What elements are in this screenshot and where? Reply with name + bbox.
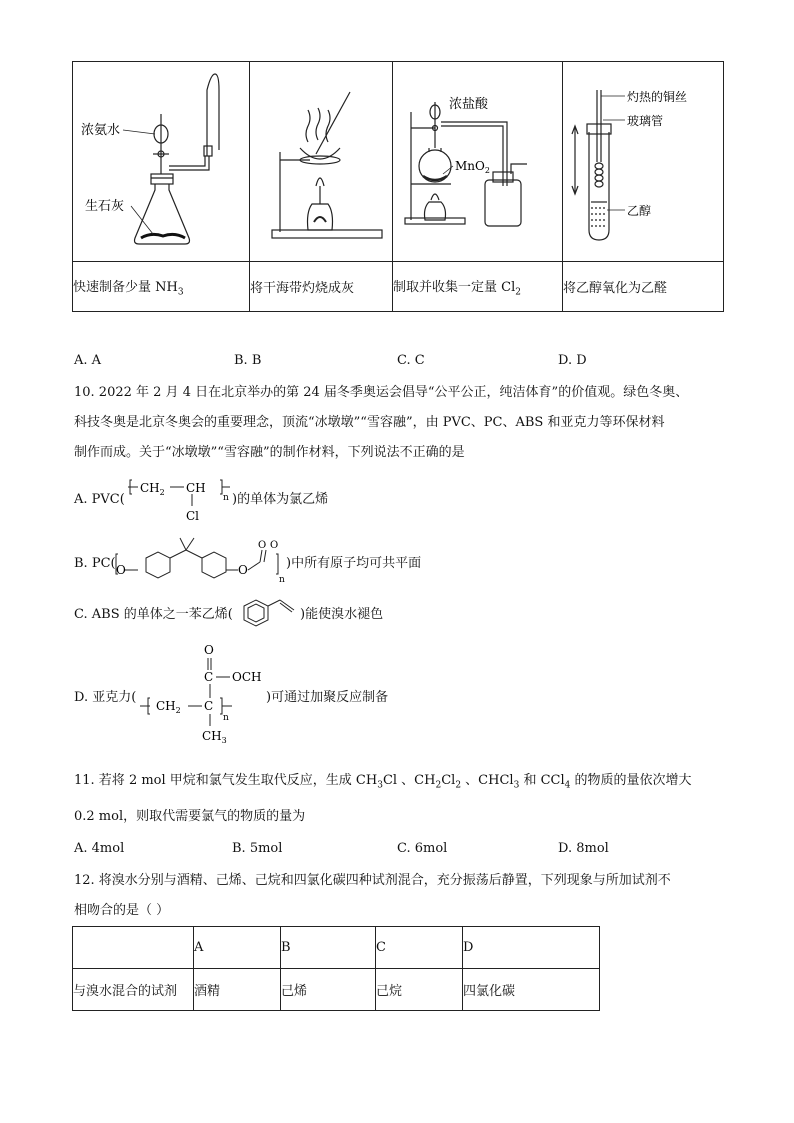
svg-text:C: C (204, 670, 214, 684)
q9-caption-c: 制取并收集一定量 $Cl_2$ (393, 262, 563, 312)
cl2-apparatus-figure (393, 62, 562, 261)
q12-stem-line1: 12. 将溴水分别与酒精、己烯、己烷和四氯化碳四种试剂混合，充分振荡后静置，下列现象与所加试剂不 (74, 873, 671, 888)
q9-option-b[interactable]: B. B (234, 353, 262, 368)
svg-text:Cl: Cl (186, 509, 200, 523)
q9-cell-a-figure (73, 62, 250, 262)
label-mno2: MnO$_2$ (455, 159, 490, 175)
q10-option-d-suffix: )可通过加聚反应制备 (266, 690, 389, 705)
q9-option-a[interactable]: A. A (74, 353, 102, 368)
q10-stem-line1: 10. 2022 年 2 月 4 日在北京举办的第 24 届冬季奥运会倡导“公平公正，纯洁体育”的价值观。绿色冬奥、 (74, 385, 689, 400)
q10-option-a-suffix: )的单体为氯乙烯 (232, 492, 329, 507)
label-hot-copper-wire: 灼热的铜丝 (627, 90, 688, 104)
q10-option-a-prefix[interactable]: A. PVC( (74, 492, 125, 507)
q12-stem-line2: 相吻合的是（ ） (74, 903, 170, 918)
styrene-structure (238, 594, 304, 634)
pmma-structure (134, 640, 274, 752)
label-ethanol: 乙醇 (627, 204, 652, 218)
q11-option-c[interactable]: C. 6mol (397, 841, 448, 856)
q12-reagent-ccl4: 四氯化碳 (463, 969, 600, 1011)
q12-reagent-hexane: 己烷 (376, 969, 463, 1011)
q10-stem-line2: 科技冬奥是北京冬奥会的重要理念，顶流“冰墩墩”“雪容融”，由 PVC、PC、ABS 和亚克力等环保材料 (74, 415, 665, 430)
q10-option-b-suffix: )中所有原子均可共平面 (286, 556, 422, 571)
svg-text:n: n (223, 493, 229, 503)
q9-apparatus-table (72, 61, 724, 312)
svg-text:CH2: $CH_2$ (140, 481, 165, 497)
q9-option-c[interactable]: C. C (397, 353, 425, 368)
q11-stem-line2: 0.2 mol，则取代需要氯气的物质的量为 (74, 809, 306, 824)
svg-text:CH: CH (186, 481, 206, 495)
svg-text:CH3: $CH_3$ (202, 729, 227, 745)
q10-option-c-suffix: )能使溴水褪色 (300, 607, 384, 622)
q12-header-b: B (281, 927, 376, 969)
q12-header-c: C (376, 927, 463, 969)
q10-option-c-prefix[interactable]: C. ABS 的单体之一苯乙烯( (74, 607, 233, 622)
svg-text:O: O (258, 540, 267, 551)
label-quicklime: 生石灰 (85, 199, 125, 214)
q9-option-d[interactable]: D. D (558, 353, 587, 368)
svg-text:OCH: OCH (232, 670, 262, 684)
svg-text:O: O (204, 643, 214, 657)
q9-cell-c-figure (393, 62, 563, 262)
q12-header-a: A (194, 927, 281, 969)
label-conc-hcl: 浓盐酸 (449, 97, 489, 112)
svg-text:n: n (223, 713, 229, 723)
svg-text:n: n (279, 575, 285, 585)
q12-row-label: 与溴水混合的试剂 (73, 969, 194, 1011)
ethanol-oxidation-figure (563, 62, 723, 261)
q10-option-b-prefix[interactable]: B. PC( (74, 556, 116, 571)
q11-stem-line1: 11. 若将 2 mol 甲烷和氯气发生取代反应，生成 $CH_3Cl$ 、$CH_2Cl_2$ 、CHCl$_3$ 和 CCl$_4$ 的物质的量依次增大 (74, 773, 692, 791)
svg-text:O: O (116, 563, 126, 577)
q12-reagent-alcohol: 酒精 (194, 969, 281, 1011)
crucible-burning-figure (250, 62, 392, 261)
q11-option-b[interactable]: B. 5mol (232, 841, 283, 856)
q11-option-d[interactable]: D. 8mol (558, 841, 609, 856)
q9-cell-d-figure (563, 62, 724, 262)
q12-reagent-hexene: 己烯 (281, 969, 376, 1011)
svg-text:CH2: $CH_2$ (156, 699, 181, 715)
svg-text:C: C (204, 699, 214, 713)
q10-option-d-prefix[interactable]: D. 亚克力( (74, 690, 137, 705)
q12-header-empty (73, 927, 194, 969)
q11-option-a[interactable]: A. 4mol (74, 841, 125, 856)
q10-stem-line3: 制作而成。关于“冰墩墩”“雪容融”的制作材料，下列说法不正确的是 (74, 445, 465, 460)
nh3-apparatus-figure (73, 62, 249, 261)
label-glass-tube: 玻璃管 (627, 114, 664, 128)
q9-caption-b: 将干海带灼烧成灰 (250, 262, 393, 312)
q9-cell-b-figure (250, 62, 393, 262)
svg-text:O: O (238, 563, 248, 577)
q12-header-d: D (463, 927, 600, 969)
svg-text:O: O (270, 540, 279, 551)
pc-structure (112, 530, 288, 588)
label-concentrated-ammonia: 浓氨水 (81, 123, 121, 138)
q12-table (72, 926, 600, 1011)
pvc-structure (124, 474, 232, 526)
q9-caption-a: 快速制备少量 $NH_3$ (73, 262, 250, 312)
q9-caption-d: 将乙醇氧化为乙醛 (563, 262, 724, 312)
